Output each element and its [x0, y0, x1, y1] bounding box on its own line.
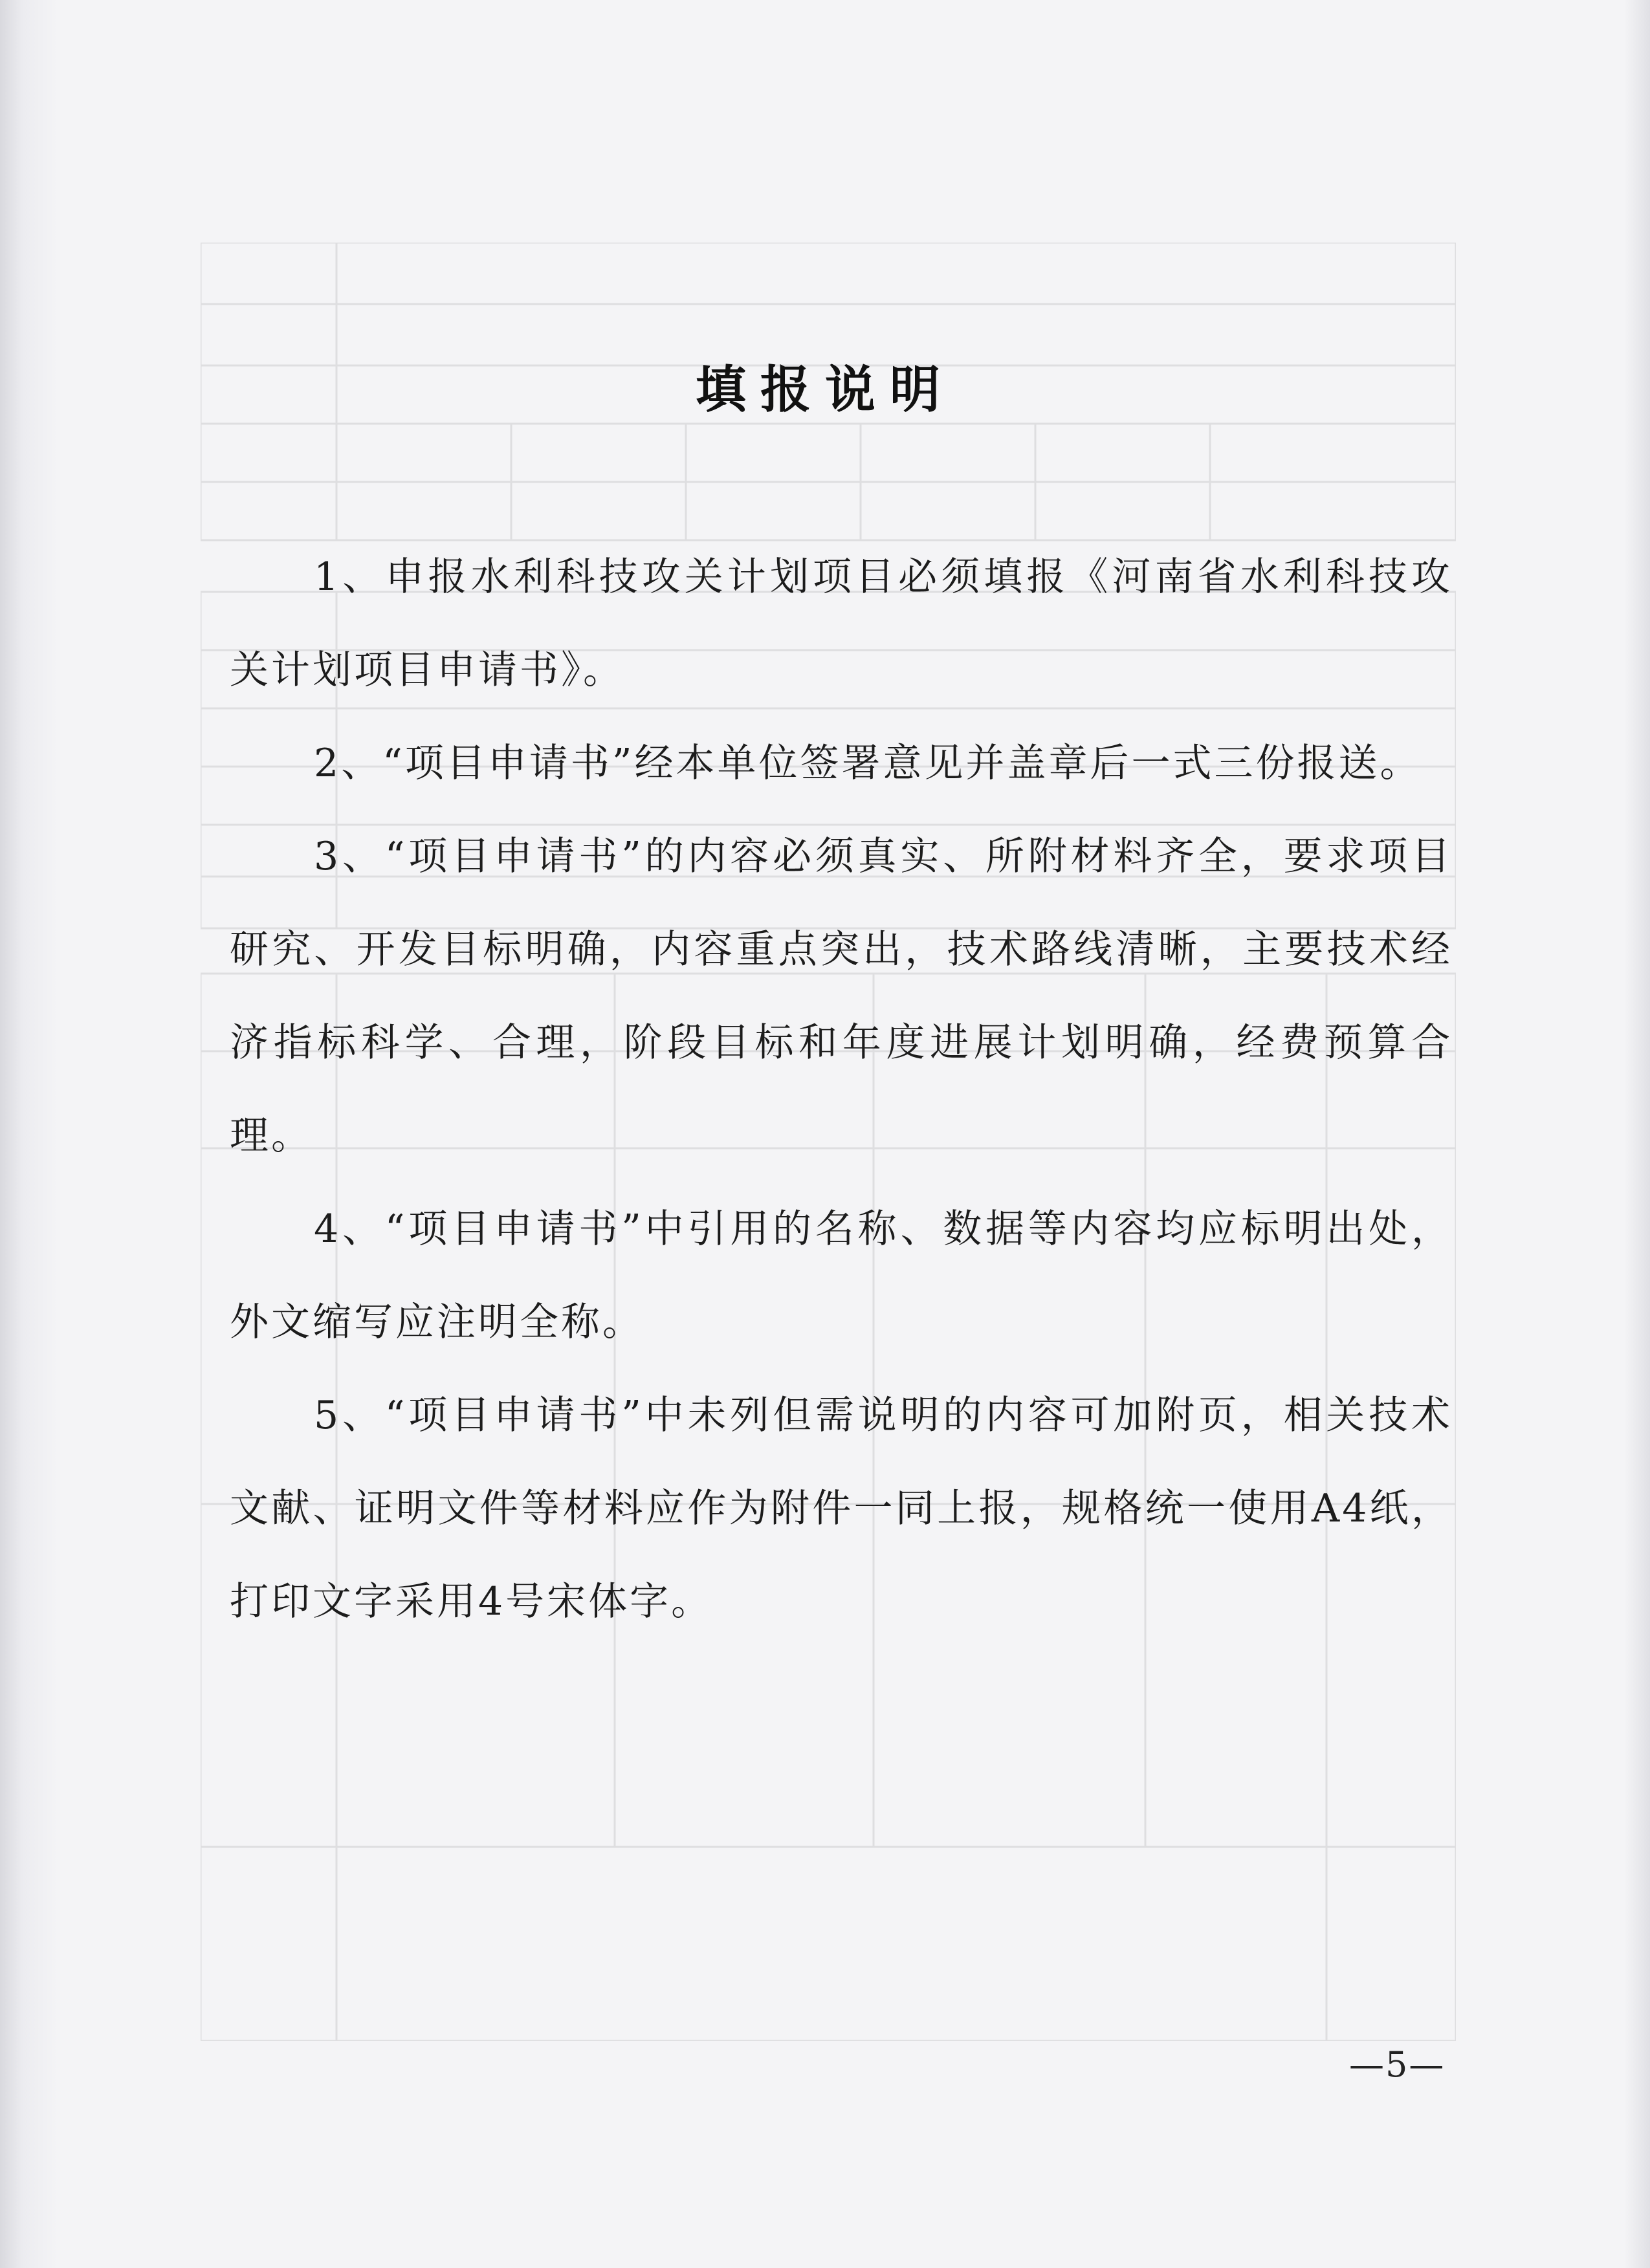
instruction-paragraph-3: 3、“项目申请书”的内容必须真实、所附材料齐全，要求项目研究、开发目标明确，内容重点突出，技术路线清晰，主要技术经济指标科学、合理，阶段目标和年度进展计划明确，经费预算合理。: [230, 834, 1453, 1159]
scan-left-edge-shadow: [0, 0, 58, 2268]
scan-right-edge-shadow: [1624, 0, 1650, 2268]
page-number: —5—: [1349, 2044, 1446, 2085]
instruction-paragraph-5: 5、“项目申请书”中未列但需说明的内容可加附页，相关技术文献、证明文件等材料应作为附件一同上报，规格统一使用A4纸，打印文字采用4号宋体字。: [230, 1393, 1453, 1624]
instruction-paragraph-4: 4、“项目申请书”中引用的名称、数据等内容均应标明出处，外文缩写应注明全称。: [230, 1206, 1453, 1345]
instructions-body: [230, 530, 1453, 1648]
instruction-paragraph-2: 2、“项目申请书”经本单位签署意见并盖章后一式三份报送。: [314, 741, 1422, 786]
instruction-paragraph-1: 1、申报水利科技攻关计划项目必须填报《河南省水利科技攻关计划项目申请书》。: [230, 554, 1453, 693]
page-title: 填报说明: [695, 360, 954, 419]
